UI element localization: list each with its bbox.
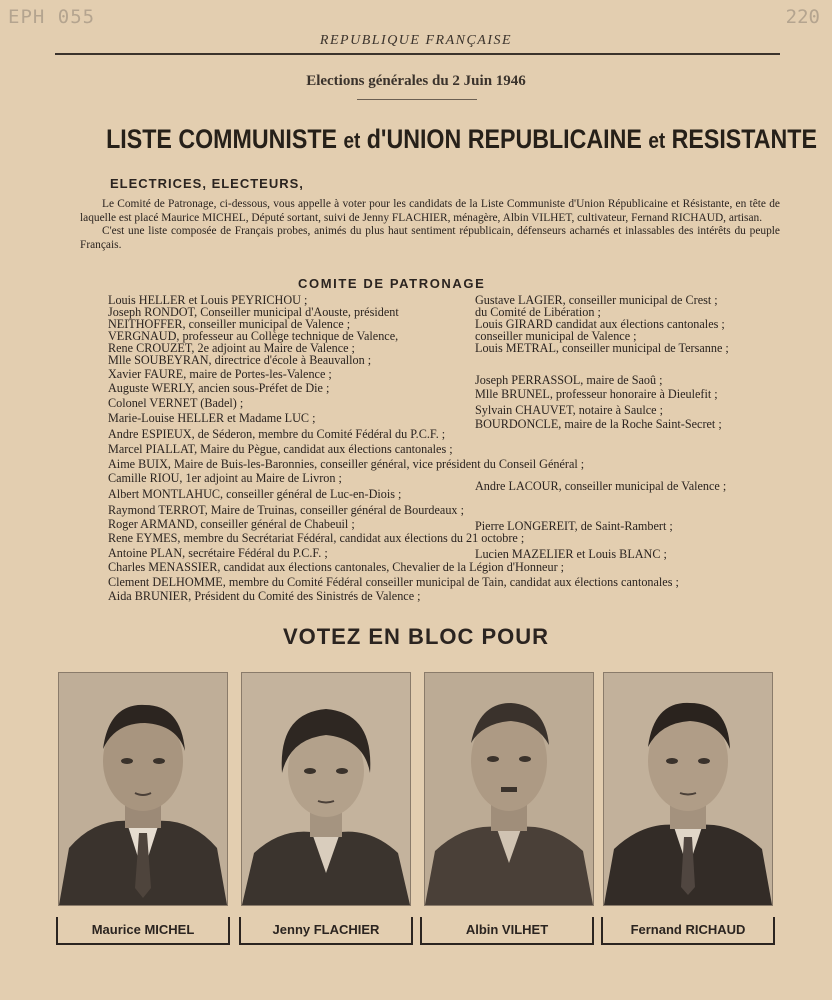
title-part-3: RESISTANTE: [665, 124, 817, 154]
committee-member: Sylvain CHAUVET, notaire à Saulce ;: [475, 403, 663, 417]
intro-paragraph-1: Le Comité de Patronage, ci-dessous, vous appelle à voter pour les candidats de la Liste Communiste d'Union Républicaine et Résistante, en tête de laquelle est placé Maurice MICHEL, Député sortant, suivi de Jenny FLACHIER, ménagère, Albin VILHET, cultivateur, Fernand RICHAUD, artisan.: [80, 198, 780, 224]
committee-member: BOURDONCLE, maire de la Roche Saint-Secret ;: [475, 417, 722, 431]
candidate-photo: [241, 672, 411, 906]
committee-member: Raymond TERROT, Maire de Truinas, conseiller général de Bourdeaux ;: [108, 503, 464, 517]
archive-number: 220: [785, 6, 820, 28]
committee-member: Mlle SOUBEYRAN, directrice d'école à Beauvallon ;: [108, 353, 372, 367]
archive-code: EPH 055: [8, 6, 96, 28]
title-part-2: d'UNION REPUBLICAINE: [360, 124, 649, 154]
committee-member: Gustave LAGIER, conseiller municipal de Crest ;: [475, 293, 718, 307]
committee-member: Colonel VERNET (Badel) ;: [108, 396, 244, 410]
committee-member: du Comité de Libération ;: [475, 305, 601, 319]
title-part-1: LISTE COMMUNISTE: [106, 124, 344, 154]
republic-header: REPUBLIQUE FRANÇAISE: [319, 33, 513, 48]
candidate-name: Maurice MICHEL: [56, 917, 230, 945]
committee-member: Rene EYMES, membre du Secrétariat Fédéral, candidat aux élections du 21 octobre ;: [108, 531, 525, 545]
list-title: [106, 124, 817, 155]
intro-text: [80, 198, 780, 252]
committee-member: Louis HELLER et Louis PEYRICHOU ;: [108, 293, 308, 307]
candidate-name: Fernand RICHAUD: [601, 917, 775, 945]
committee-title: COMITE DE PATRONAGE: [298, 276, 486, 291]
committee-member: Antoine PLAN, secrétaire Fédéral du P.C.F. ;: [108, 546, 328, 560]
committee-member: Roger ARMAND, conseiller général de Chabeuil ;: [108, 517, 355, 531]
committee-member: Pierre LONGEREIT, de Saint-Rambert ;: [475, 519, 673, 533]
intro-paragraph-2: C'est une liste composée de Français probes, animés du plus haut sentiment républicain, défenseurs acharnés et inlassables des intérêts du peuple Français.: [80, 225, 780, 251]
divider: [357, 99, 477, 100]
committee-member: VERGNAUD, professeur au Collège technique de Valence,: [108, 329, 399, 343]
candidate-name: Jenny FLACHIER: [239, 917, 413, 945]
committee-member: conseiller municipal de Valence ;: [475, 329, 637, 343]
committee-member: Marcel PIALLAT, Maire du Pègue, candidat aux élections cantonales ;: [108, 442, 453, 456]
committee-member: Rene CROUZET, 2e adjoint au Maire de Valence ;: [108, 341, 355, 355]
header-rule: [55, 53, 780, 55]
title-conjunction-2: et: [648, 128, 666, 153]
committee-member: Lucien MAZELIER et Louis BLANC ;: [475, 547, 667, 561]
vote-heading: VOTEZ EN BLOC POUR: [282, 624, 550, 649]
committee-member: Xavier FAURE, maire de Portes-les-Valence ;: [108, 367, 332, 381]
committee-member: Camille RIOU, 1er adjoint au Maire de Livron ;: [108, 471, 342, 485]
committee-member: Albert MONTLAHUC, conseiller général de Luc-en-Diois ;: [108, 487, 402, 501]
candidate-name: Albin VILHET: [420, 917, 594, 945]
candidate-photo: [58, 672, 228, 906]
committee-member: NEITHOFFER, conseiller municipal de Valence ;: [108, 317, 351, 331]
committee-members: [108, 293, 788, 603]
committee-member: Louis GIRARD candidat aux élections cantonales ;: [475, 317, 725, 331]
committee-member: Aime BUIX, Maire de Buis-les-Baronnies, conseiller général, vice président du Conseil Général ;: [108, 457, 585, 471]
committee-member: Joseph PERRASSOL, maire de Saoû ;: [475, 373, 663, 387]
committee-member: Joseph RONDOT, Conseiller municipal d'Aouste, président: [108, 305, 399, 319]
committee-member: Louis METRAL, conseiller municipal de Tersanne ;: [475, 341, 729, 355]
committee-member: Andre LACOUR, conseiller municipal de Valence ;: [475, 479, 727, 493]
committee-member: Mlle BRUNEL, professeur honoraire à Dieulefit ;: [475, 387, 718, 401]
committee-member: Clement DELHOMME, membre du Comité Fédéral conseiller municipal de Tain, candidat aux élections cantonales ;: [108, 575, 679, 589]
elections-date: Elections générales du 2 Juin 1946: [306, 73, 526, 89]
candidate-photo: [424, 672, 594, 906]
salutation: ELECTRICES, ELECTEURS,: [110, 176, 304, 191]
committee-member: Charles MENASSIER, candidat aux élections cantonales, Chevalier de la Légion d'Honneur ;: [108, 560, 565, 574]
committee-member: Aida BRUNIER, Président du Comité des Sinistrés de Valence ;: [108, 589, 421, 603]
committee-member: Auguste WERLY, ancien sous-Préfet de Die ;: [108, 381, 330, 395]
title-conjunction-1: et: [343, 128, 361, 153]
committee-member: Marie-Louise HELLER et Madame LUC ;: [108, 411, 316, 425]
candidate-photo: [603, 672, 773, 906]
committee-member: Andre ESPIEUX, de Séderon, membre du Comité Fédéral du P.C.F. ;: [108, 427, 446, 441]
